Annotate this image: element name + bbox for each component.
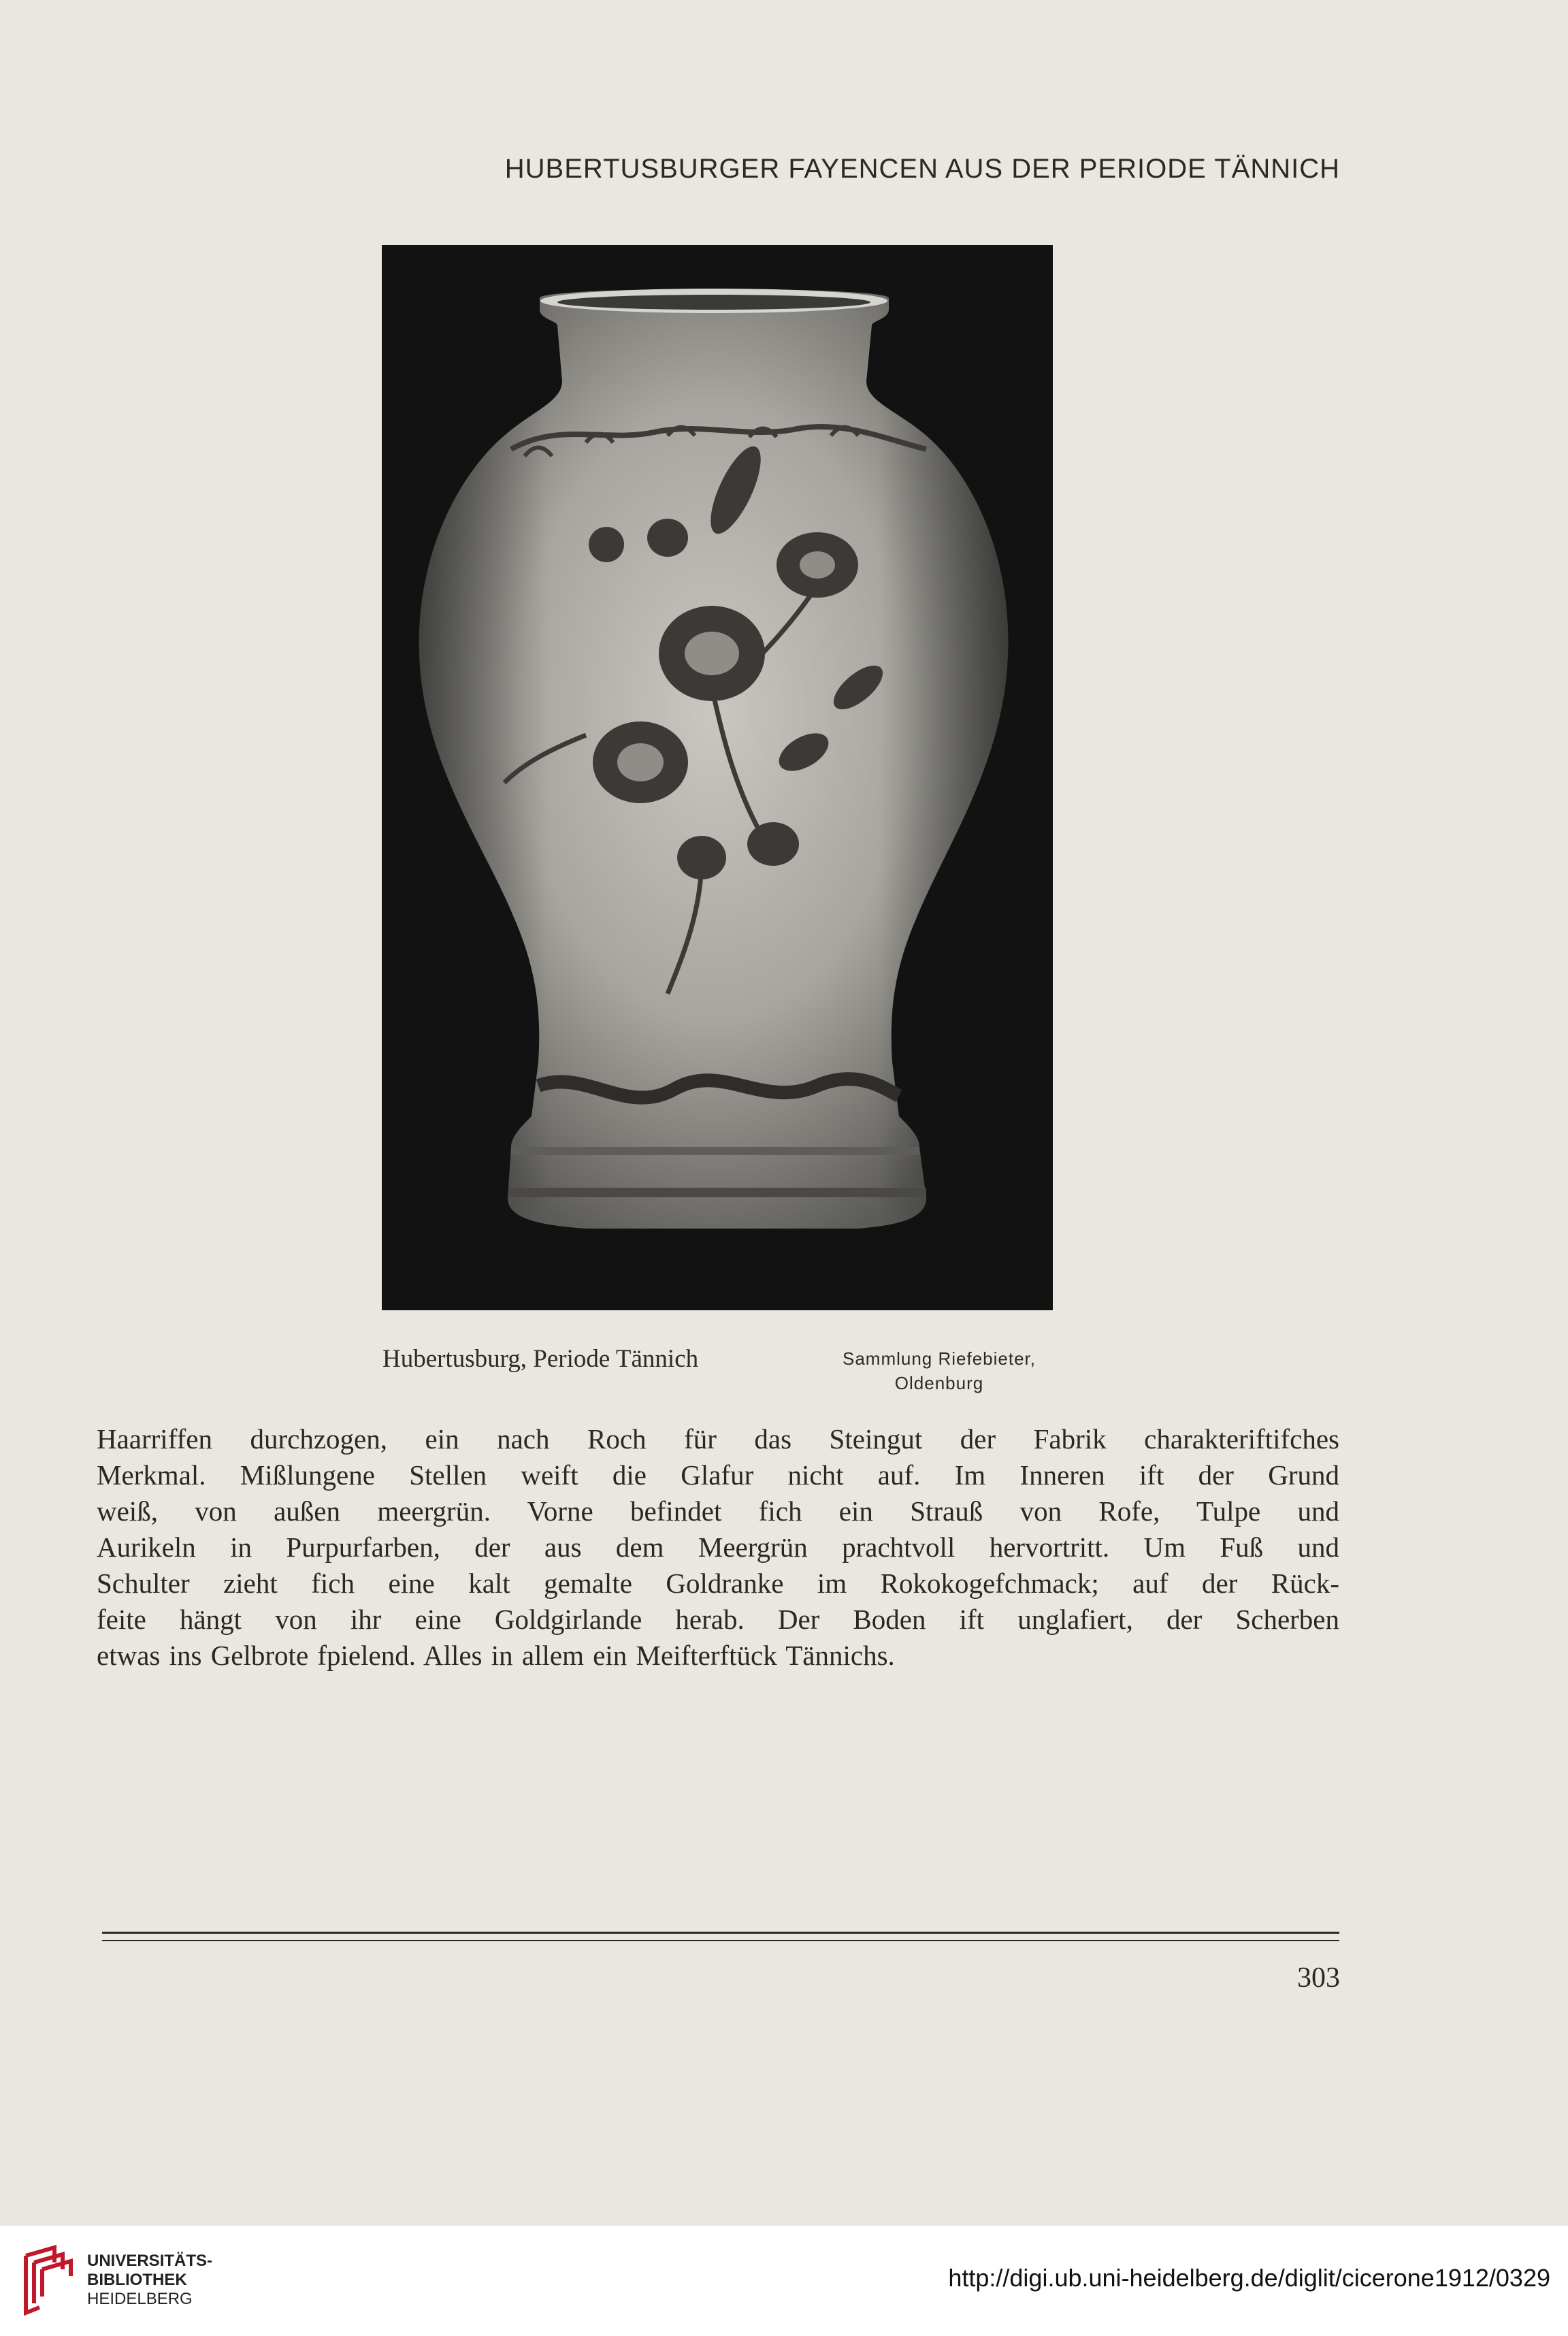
library-name <box>87 2252 212 2309</box>
body-line: feite hängt von ihr eine Goldgirlande herab. Der Boden ift unglafiert, der Scherben <box>97 1604 1339 1635</box>
plate-caption: Hubertusburg, Periode Tännich <box>382 1345 699 1373</box>
digitization-footer <box>0 2226 1568 2336</box>
footer-rule-thin <box>102 1940 1339 1941</box>
footer-rule-thick <box>102 1932 1339 1934</box>
page-number: 303 <box>1297 1962 1340 1994</box>
vase-image <box>382 245 1053 1310</box>
body-line: etwas ins Gelbrote fpielend. Alles in allem ein Meifterftück Tännichs. <box>97 1640 895 1671</box>
body-line: Merkmal. Mißlungene Stellen weift die Glafur nicht auf. Im Inneren ift der Grund <box>97 1459 1339 1491</box>
library-logo-icon[interactable] <box>19 2242 76 2321</box>
body-line: weiß, von außen meergrün. Vorne befindet fich ein Strauß von Rofe, Tulpe und <box>97 1495 1339 1527</box>
source-url-link[interactable]: http://digi.ub.uni-heidelberg.de/diglit/cicerone1912/0329 <box>948 2264 1550 2292</box>
body-line: Schulter zieht fich eine kalt gemalte Goldranke im Rokokogefchmack; auf der Rück- <box>97 1568 1339 1599</box>
library-name-line2: BIBLIOTHEK <box>87 2271 187 2289</box>
plate-credit-line1: Sammlung Riefebieter, <box>842 1348 1036 1369</box>
body-line: Haarriffen durchzogen, ein nach Roch für das Steingut der Fabrik charakteriftifches <box>97 1423 1339 1455</box>
vase-photograph <box>382 245 1053 1310</box>
library-name-line3: HEIDELBERG <box>87 2290 193 2308</box>
running-head: HUBERTUSBURGER FAYENCEN AUS DER PERIODE TÄNNICH <box>504 154 1340 184</box>
plate-credit-line2: Oldenburg <box>894 1373 984 1393</box>
library-name-line1: UNIVERSITÄTS- <box>87 2252 213 2270</box>
plate-credit <box>803 1346 1075 1395</box>
body-line: Aurikeln in Purpurfarben, der aus dem Meergrün prachtvoll hervortritt. Um Fuß und <box>97 1531 1339 1563</box>
body-paragraph <box>97 1421 1339 1674</box>
